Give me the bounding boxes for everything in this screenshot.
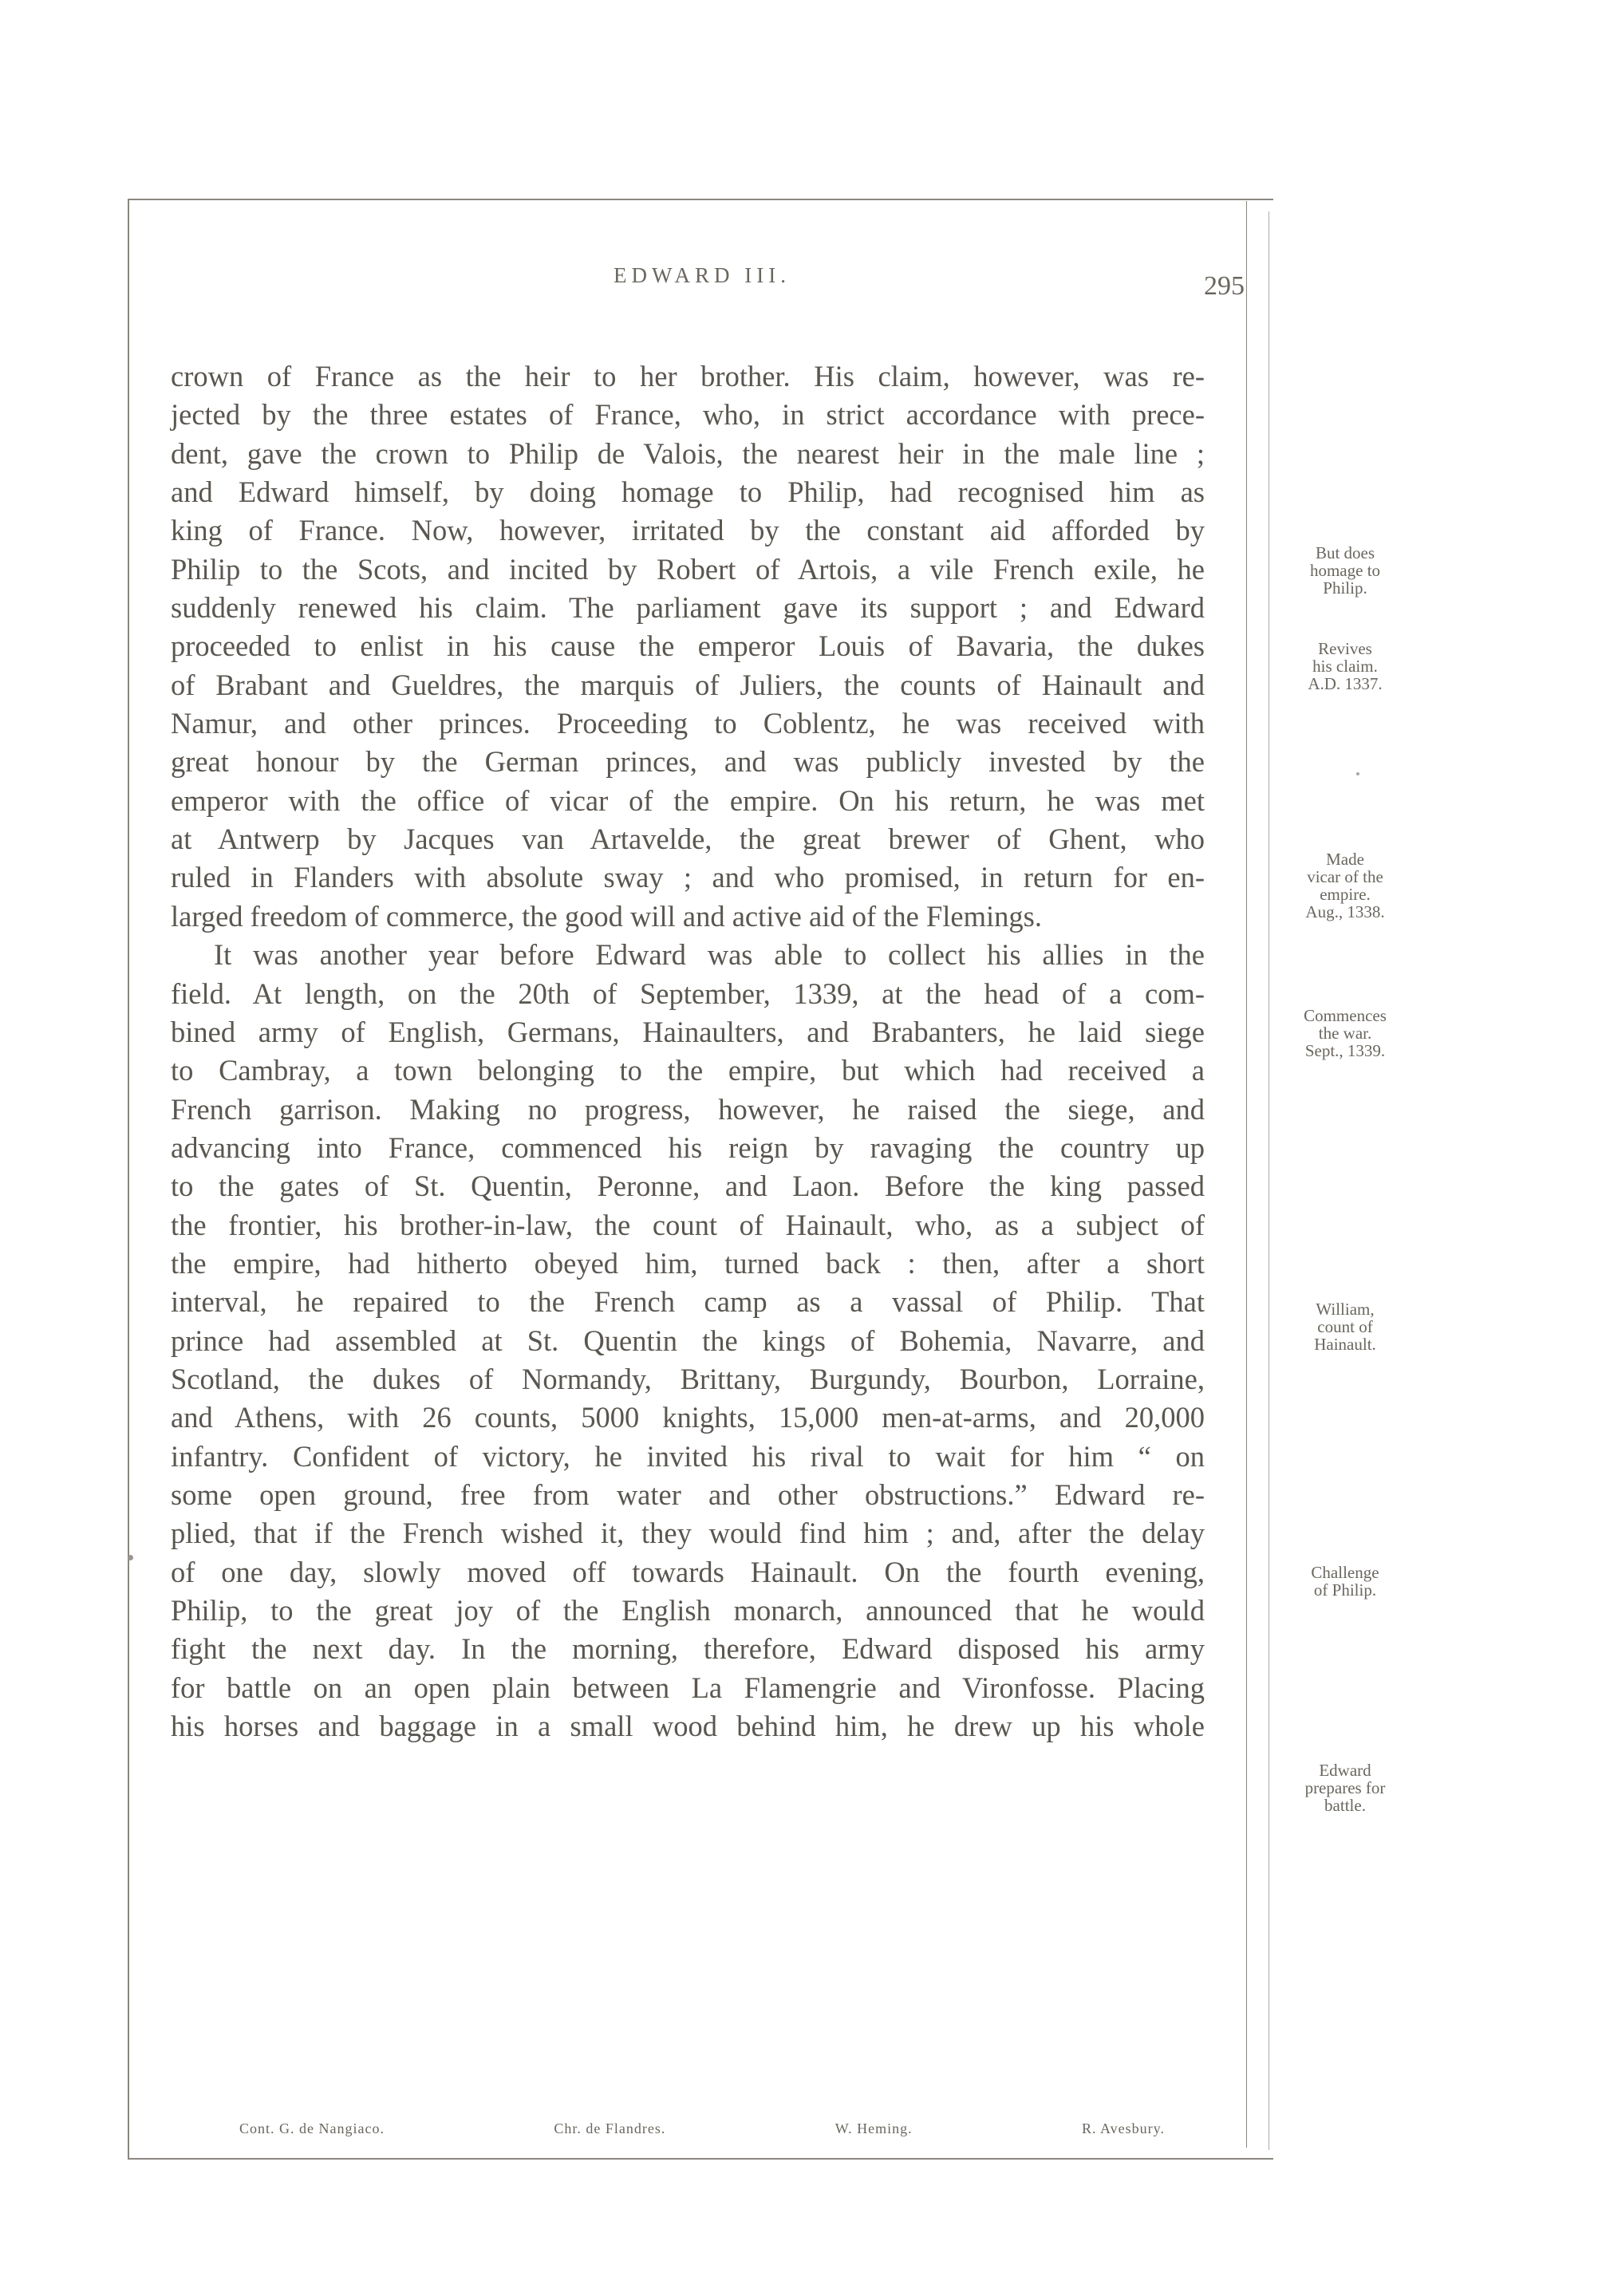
- text-line: Scotland, the dukes of Normandy, Brittany, Burgundy, Bourbon, Lorraine,: [171, 1362, 1205, 1395]
- bottom-rule: [128, 2158, 1273, 2160]
- text-line: bined army of English, Germans, Hainaulters, and Brabanters, he laid siege: [171, 1015, 1205, 1048]
- text-line: fight the next day. In the morning, therefore, Edward disposed his army: [171, 1632, 1205, 1666]
- text-line: ruled in Flanders with absolute sway ; and who promised, in return for en-: [171, 861, 1205, 894]
- citation: R. Avesbury.: [1081, 2120, 1165, 2136]
- page-number: 295: [1204, 271, 1245, 301]
- text-line: and Edward himself, by doing homage to Philip, had recognised him as: [171, 475, 1205, 509]
- text-line: of one day, slowly moved off towards Hainault. On the fourth evening,: [171, 1555, 1205, 1588]
- text-line: at Antwerp by Jacques van Artavelde, the great brewer of Ghent, who: [171, 823, 1205, 856]
- text-line: his horses and baggage in a small wood behind him, he drew up his whole: [171, 1710, 1205, 1743]
- marginal-note-war: Commences the war. Sept., 1339.: [1304, 1006, 1387, 1060]
- text-line: French garrison. Making no progress, however, he raised the siege, and: [171, 1092, 1205, 1126]
- text-line: larged freedom of commerce, the good will and active aid of the Flemings.: [171, 899, 1042, 933]
- citation: Cont. G. de Nangiaco.: [239, 2120, 385, 2136]
- text-line: of Brabant and Gueldres, the marquis of Juliers, the counts of Hainault and: [171, 668, 1205, 701]
- text-line: dent, gave the crown to Philip de Valois, the nearest heir in the male line ;: [171, 436, 1205, 470]
- running-head: EDWARD III.: [614, 263, 791, 287]
- marginal-note-vicar: Made vicar of the empire. Aug., 1338.: [1305, 850, 1385, 921]
- text-line: Namur, and other princes. Proceeding to Coblentz, he was received with: [171, 707, 1205, 740]
- citation: W. Heming.: [835, 2120, 913, 2136]
- text-line: proceeded to enlist in his cause the emperor Louis of Bavaria, the dukes: [171, 629, 1205, 663]
- marginal-note-william: William, count of Hainault.: [1314, 1300, 1376, 1354]
- text-line: interval, he repaired to the French camp as a vassal of Philip. That: [171, 1285, 1205, 1319]
- text-line: the frontier, his brother-in-law, the count of Hainault, who, as a subject of: [171, 1208, 1205, 1241]
- marginal-note-homage: But does homage to Philip.: [1309, 543, 1381, 598]
- text-line: the empire, had hitherto obeyed him, turned back : then, after a short: [171, 1246, 1205, 1280]
- text-line: emperor with the office of vicar of the empire. On his return, he was met: [171, 783, 1205, 817]
- text-line: It was another year before Edward was able to collect his allies in the: [214, 938, 1205, 972]
- margin-dot-mark: [128, 1555, 133, 1560]
- citation: Chr. de Flandres.: [554, 2120, 666, 2136]
- text-line: for battle on an open plain between La Flamengrie and Vironfosse. Placing: [171, 1671, 1205, 1704]
- text-line: king of France. Now, however, irritated by the constant aid afforded by: [171, 514, 1205, 547]
- text-line: infantry. Confident of victory, he invited his rival to wait for him “ on: [171, 1439, 1205, 1473]
- text-line: plied, that if the French wished it, they would find him ; and, after the delay: [171, 1517, 1205, 1550]
- text-line: prince had assembled at St. Quentin the kings of Bohemia, Navarre, and: [171, 1324, 1205, 1357]
- text-line: suddenly renewed his claim. The parliament gave its support ; and Edward: [171, 591, 1205, 625]
- text-line: advancing into France, commenced his reign by ravaging the country up: [171, 1130, 1205, 1164]
- top-rule: [128, 199, 1273, 200]
- text-line: field. At length, on the 20th of September, 1339, at the head of a com-: [171, 976, 1205, 1010]
- source-citations: [239, 2120, 1165, 2137]
- text-line: crown of France as the heir to her brother. His claim, however, was re-: [171, 360, 1205, 393]
- text-line: some open ground, free from water and other obstructions.” Edward re-: [171, 1477, 1205, 1511]
- text-line: to the gates of St. Quentin, Peronne, and Laon. Before the king passed: [171, 1170, 1205, 1203]
- text-line: Philip, to the great joy of the English monarch, announced that he would: [171, 1594, 1205, 1627]
- marginal-note-battle: Edward prepares for battle.: [1304, 1761, 1386, 1815]
- text-line: and Athens, with 26 counts, 5000 knights, 15,000 men-at-arms, and 20,000: [171, 1401, 1205, 1434]
- margin-speck-mark: [1356, 772, 1359, 775]
- marginal-note-challenge: Challenge of Philip.: [1311, 1563, 1379, 1600]
- text-line: great honour by the German princes, and was publicly invested by the: [171, 745, 1205, 779]
- text-line: to Cambray, a town belonging to the empire, but which had received a: [171, 1054, 1205, 1087]
- text-line: jected by the three estates of France, who, in strict accordance with prece-: [171, 398, 1205, 432]
- body-text: [171, 357, 1205, 1746]
- marginal-note-claim: Revives his claim. A.D. 1337.: [1308, 639, 1383, 693]
- left-rule: [128, 199, 129, 2160]
- text-line: Philip to the Scots, and incited by Robert of Artois, a vile French exile, he: [171, 552, 1205, 586]
- text-block-right-rule: [1246, 201, 1247, 2148]
